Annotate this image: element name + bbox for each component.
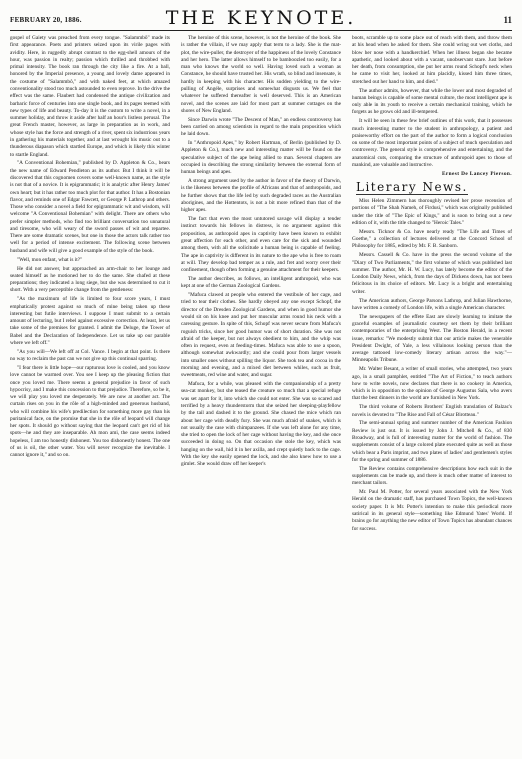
paragraph: The semi-annual spring and summer number of the American Fashion Review is just out. It is issued by John J. Mitchell & Co., of 830 Broadway, and is full of interesting matter for the world of fashion. The supplements consist of a large colored plate executed quite as well as those which bear a Paris imprint, and two plates of ladies' and gentlemen's styles for the spring and summer of 1886. bbox=[352, 420, 512, 463]
paragraph: In "Anthropoid Apes," by Robert Hartman, of Berlin (published by D. Appleton & Co.), much new and interesting matter will be found on the speculative subject of the ape being allied to man. Several chapters are occupied in describing the strong similarity between the external form of human beings and apes. bbox=[181, 140, 341, 176]
paragraph: "Well, mon enfant, what is it?" bbox=[17, 256, 83, 263]
paragraph: It will be seen in these few brief outlines of this work, that it possesses much interesting matter to the student in anthropology, a patient and praiseworthy effort on the part of the author to form a logical conclusion on some of the most important points of a subject of much speculation and controversy. The general style is comprehensive and entertaining, and the anatomical cuts, comparing the structure of anthropoid apes to those of mankind, are valuable and instructive. bbox=[352, 118, 512, 168]
paragraph: "A Conventional Bohemian," published by D. Appleton & Co., bears the new name of Edward Pendleton as its author. But I think it will be discovered that this cognomen covers some well-known name, as the style is not that of a novice. It is epigrammatic; it is analytic after Henry James' own heart; but it has rather too much plot for that author. It has a Bostonian flavor, and reminds one of Edgar Fawcett, or George P. Lathrop and others. Those who consider a novel a field for epigrammatic wit and wisdom, will welcome "A Conventional Bohemian" with delight. There are others who prefer simpler methods, who find too brilliant conversation too unnatural and tiresome, who will weary of the sword passes of wit and repartee. There are some dramatic scenes, but one in those the actors talk rather too well for a period of intense excitement. The following scene between husband and wife will give a good example of the style of the book. bbox=[10, 160, 170, 254]
paragraph: Mafuca, for a while, was pleased with the companionship of a pretty sea-cat monkey, but she teased the creature so much that a special refuge was set apart for it, into which she could not enter. She was so scared and terrified by a heavy thunderstorm that she seized her sleeping-playfellow by the tail and dashed it to the ground. She chased the mice which ran about her cage with deadly fury. She was much afraid of snakes, which is not usually the case with chimpanzees. If she was left alone for any time, she tried to open the lock of her cage without having the key, and she once succeeded in doing so. On that occasion she stole the key, which was hanging on the wall, hid it in her axilla, and crept quietly back to the cage. With the key she easily opened the lock, and she also knew how to use a gimlet. She would draw off her keeper's bbox=[181, 381, 341, 468]
column-3 bbox=[352, 35, 512, 753]
section-title: Literary News. bbox=[356, 180, 468, 195]
column-1 bbox=[10, 35, 170, 753]
paragraph: The American authors, George Parsons Lathrop, and Julian Hawthorne, have written a comedy of London life, with a single American character. bbox=[352, 297, 512, 311]
paragraph: Messrs. Cassell & Co. have in the press the second volume of the "Diary of Two Parliaments," the first volume of which was published last summer. The author, Mr. H. W. Lucy, has lately become the editor of the London Daily News, which, from the days of Dickens down, has not been felicitous in its choice of editors. Mr. Lucy is a bright and entertaining writer. bbox=[352, 252, 512, 295]
paragraph: boots, scramble up to some place out of reach with them, and throw them at his head when he asked for them. She could wring out wet cloths, and blow her nose with a handkerchief. When her illness began she became apathetic, and looked about with a vacant, unobservant stare. Just before her death, from consumption, she put her arms round Schopf's neck when he came to visit her, looked at him placidly, kissed him three times, stretched out her hand to him, and died." bbox=[352, 35, 512, 85]
paragraph: A strong argument used by the author in favor of the theory of Darwin, is the likeness between the profile of Africans and that of anthropoids, and he further shows that the life led by such degraded races as the Australian aborigines, and the Hottentots, is not a bit more refined than that of the higher apes. bbox=[181, 178, 341, 214]
paragraph: The heroine of this scene, however, is not the heroine of the book. She is rather the villain, if we may apply that term to a lady. She is the mat-plot, the wire-puller, the destroyer of the happiness of the lovely Constance and her hero. The latter allows himself to be bamboozled too easily, for a man who knows the world so well. Having loved such a woman as Constance, he should have trusted her. His wrath, so blind and insensate, is hardly in keeping with his character. His sudden yielding to the wire-pulling of Angéle, surprises and somewhat disgusts us. We feel that whatever he suffered thereafter is well deserved. This is an American novel, and the scenes are laid for most part at summer cottages on the shores of New England. bbox=[181, 35, 341, 114]
paragraph: Mr. Walter Besant, a writer of small stories, who attempted, two years ago, in a small pamphlet, entitled "The Art of Fiction," to teach authors how to write novels, now declares that there is no cookery in America, which is in opposition to the opinion of George Augustus Sala, who avers that the best dinners in the world are furnished in New York. bbox=[352, 366, 512, 402]
header-rule bbox=[10, 30, 512, 31]
paragraph: Miss Helen Zimmern has thoroughly revised her prose recension of portions of "The Shah Nameh, of Firdusi," which was originally published under the title of "The Epic of Kings," and is soon to bring out a new edition of it, with the title changed to "Heroic Tales." bbox=[352, 198, 512, 226]
paragraph: He did not answer, but approached an arm-chair to her lounge and seated himself as he motioned her to do the same. She chafed at these preparations; they indicated a long siege, but she was determined to cut it short. With a very perceptible change from the gentleness: bbox=[10, 265, 170, 294]
author-signature: Ernest De Lancey Pierson. bbox=[441, 170, 512, 177]
newspaper-title: THE KEYNOTE. bbox=[165, 7, 357, 29]
page-number: 11 bbox=[503, 15, 512, 25]
paragraph: "I fear there is little hope—our rapturous love is cooled, and you know love cannot be warmed over. You see I keep up the pleasing fiction that once you loved me. There seems a general prejudice in favor of such hypocrisy, and I make this concession to that prejudice. Therefore, so be it, we will play you loved me desperately. We are now at another act. The curtain rises on you in the rôle of a high-minded and generous husband, who will combine his wife's predilection for something more gay than his puritanical face, on the promise that she in the rôle of leopard will change her spots. It should go without saying that the leopard can't get rid of his spots—he and they are inseparable. Ah mon ami, the case seems indeed hopeless, I am too honestly dishonest. You too dishonestly honest. The one of us is oil, the other water. You will never recognize the inevitable. I cannot ignore it," and so on. bbox=[10, 364, 170, 459]
paragraph: "Mafuca clawed at people who entered the vestibule of her cage, and tried to tear their clothes. She hardly obeyed any one except Schopf, the director of the Dresden Zoological Gardens, and when in good humor she would sit on his knee and put her muscular arms round his neck with a caressing gesture. In spite of this, Schopf was never secure from Mafuca's roguish tricks, since her good humor was of short duration. She was not afraid of the keeper, but not always obedient to him, and the whip was often in request, even at feeding-times. Mafuca was able to use a spoon, although somewhat awkwardly; and she could pour from larger vessels into smaller ones without spilling the liquor. She took tea and cocoa in the morning and evening, and a mixed diet between whiles, such as fruit, sweetmeats, red wine and water, and sugar. bbox=[181, 292, 341, 379]
paragraph: "As the maximum of life is limited to four score years, I must emphatically protest against so much of mine being taken up these interesting but futile interviews. I suppose I must submit to a certain amount of lecturing, but I rebel against excessive correction. At least, let us take some of the premises for granted. I admit the Deluge, the Tower of Babel and the Declaration of Independence. Let us take up our parable where we left off." bbox=[10, 296, 170, 346]
column-2 bbox=[181, 35, 341, 753]
paragraph: The third volume of Roberts Brothers' English translation of Balzac's novels is devoted to "The Rise and Fall of César Birotteau." bbox=[352, 404, 512, 418]
paragraph: gospel of Gaiety was preached from every tongue. "Salammbô" made its first appearance. Poets and printers seized upon its virile pages with avidity. Here, in ruggedly abrupt contrast to the egg-shell amours of the hour, was passion in realty; passion which thrilled and throbbed with primal intensity. The book ran through the city like a fire. At a ball, honored by the Imperial presence, a young and lovely dame appeared in the costume of "Salammbô," and with naked feet, at which amazed conventionality stood too much astounded to even reprove. In the drive the effect was the same. Flaubert had condensed the antique civilization and barbaric force of centuries into one single book, and its pages teemed with new types of life and beauty. To-day it is the custom to write a novel, in a summer holiday, and throw it aside after half an hour's listless perusal. The great French master, however, as large in preparation as in work, and whose style has the force and strength of a river, spent six industrious years in gathering his materials together, and at last wrought his music out to a thunderous diapason which startled Europe, and which is likely this winter to startle England. bbox=[10, 35, 170, 158]
paragraph: The Review contains comprehensive descriptions how each suit in the supplements can be made up, and there is much other matter of interest to merchant tailors. bbox=[352, 465, 512, 487]
section-heading bbox=[356, 180, 512, 195]
paragraph: The fact that even the most untutored savage will display a tender instinct towards his fellows in distress, is no argument against this proposition, as anthropoid apes in captivity have been known to exhibit great affection for each other, and even care for the sick and wounded among them, with all the solicitude a human being is capable of feeling. The ape in captivity is different in its nature to the ape who is free to roam at will. They develop bad temper as a rule, and fret and worry over their confinement, though often forming a genuine attachment for their keepers. bbox=[181, 216, 341, 274]
paragraph: The author describes, as follows, an intelligent anthropoid, who was kept at one of the German Zoological Gardens. bbox=[181, 275, 341, 290]
paragraph: Since Darwin wrote "The Descent of Man," an endless controversy has been carried on among scientists in regard to the main proposition which he laid down. bbox=[181, 116, 341, 138]
paragraph: Mr. Paul M. Potter, for several years associated with the New York Herald on the dramatic staff, has purchased Town Topics, the well-known society paper. It is Mr. Potter's intention to make this periodical more satirical in its general style—something like Edmund Yates' World. If brains go for anything the new editor of Town Topics has abundant chances for success. bbox=[352, 489, 512, 532]
masthead bbox=[10, 6, 512, 32]
issue-date: FEBRUARY 20, 1886. bbox=[10, 16, 82, 24]
paragraph: The newspapers of the effete East are slowly learning to imitate the graceful examples of journalistic courtesy set them by their brilliant contemporaries of the enterprising West. The Boston Herald, in a recent issue, remarks: "We modestly submit that our article makes the venerable President Dwight, of Yale, a less villainous looking person than the average tattooed low-comedy literary artisan across the way."—Minneapolis Tribune. bbox=[352, 313, 512, 364]
paragraph: "As you will—We left off at Col. Vance. I begin at that point. Is there no way to reclaim the past can we not give up this continual sparring. bbox=[10, 348, 170, 363]
paragraph: Messrs. Ticknor & Co. have nearly ready "The Life and Times of Goethe," a collection of lectures delivered at the Concord School of Philosophy for 1885, edited by Mr. F. B. Sanborn. bbox=[352, 228, 512, 250]
paragraph: The author admits, however, that while the lower and most degraded of human beings is capable of some mental culture, the most intelligent ape is only able in its youth to receive a certain mechanical training, which he forgets as he grows old and ill-tempered. bbox=[352, 87, 512, 116]
